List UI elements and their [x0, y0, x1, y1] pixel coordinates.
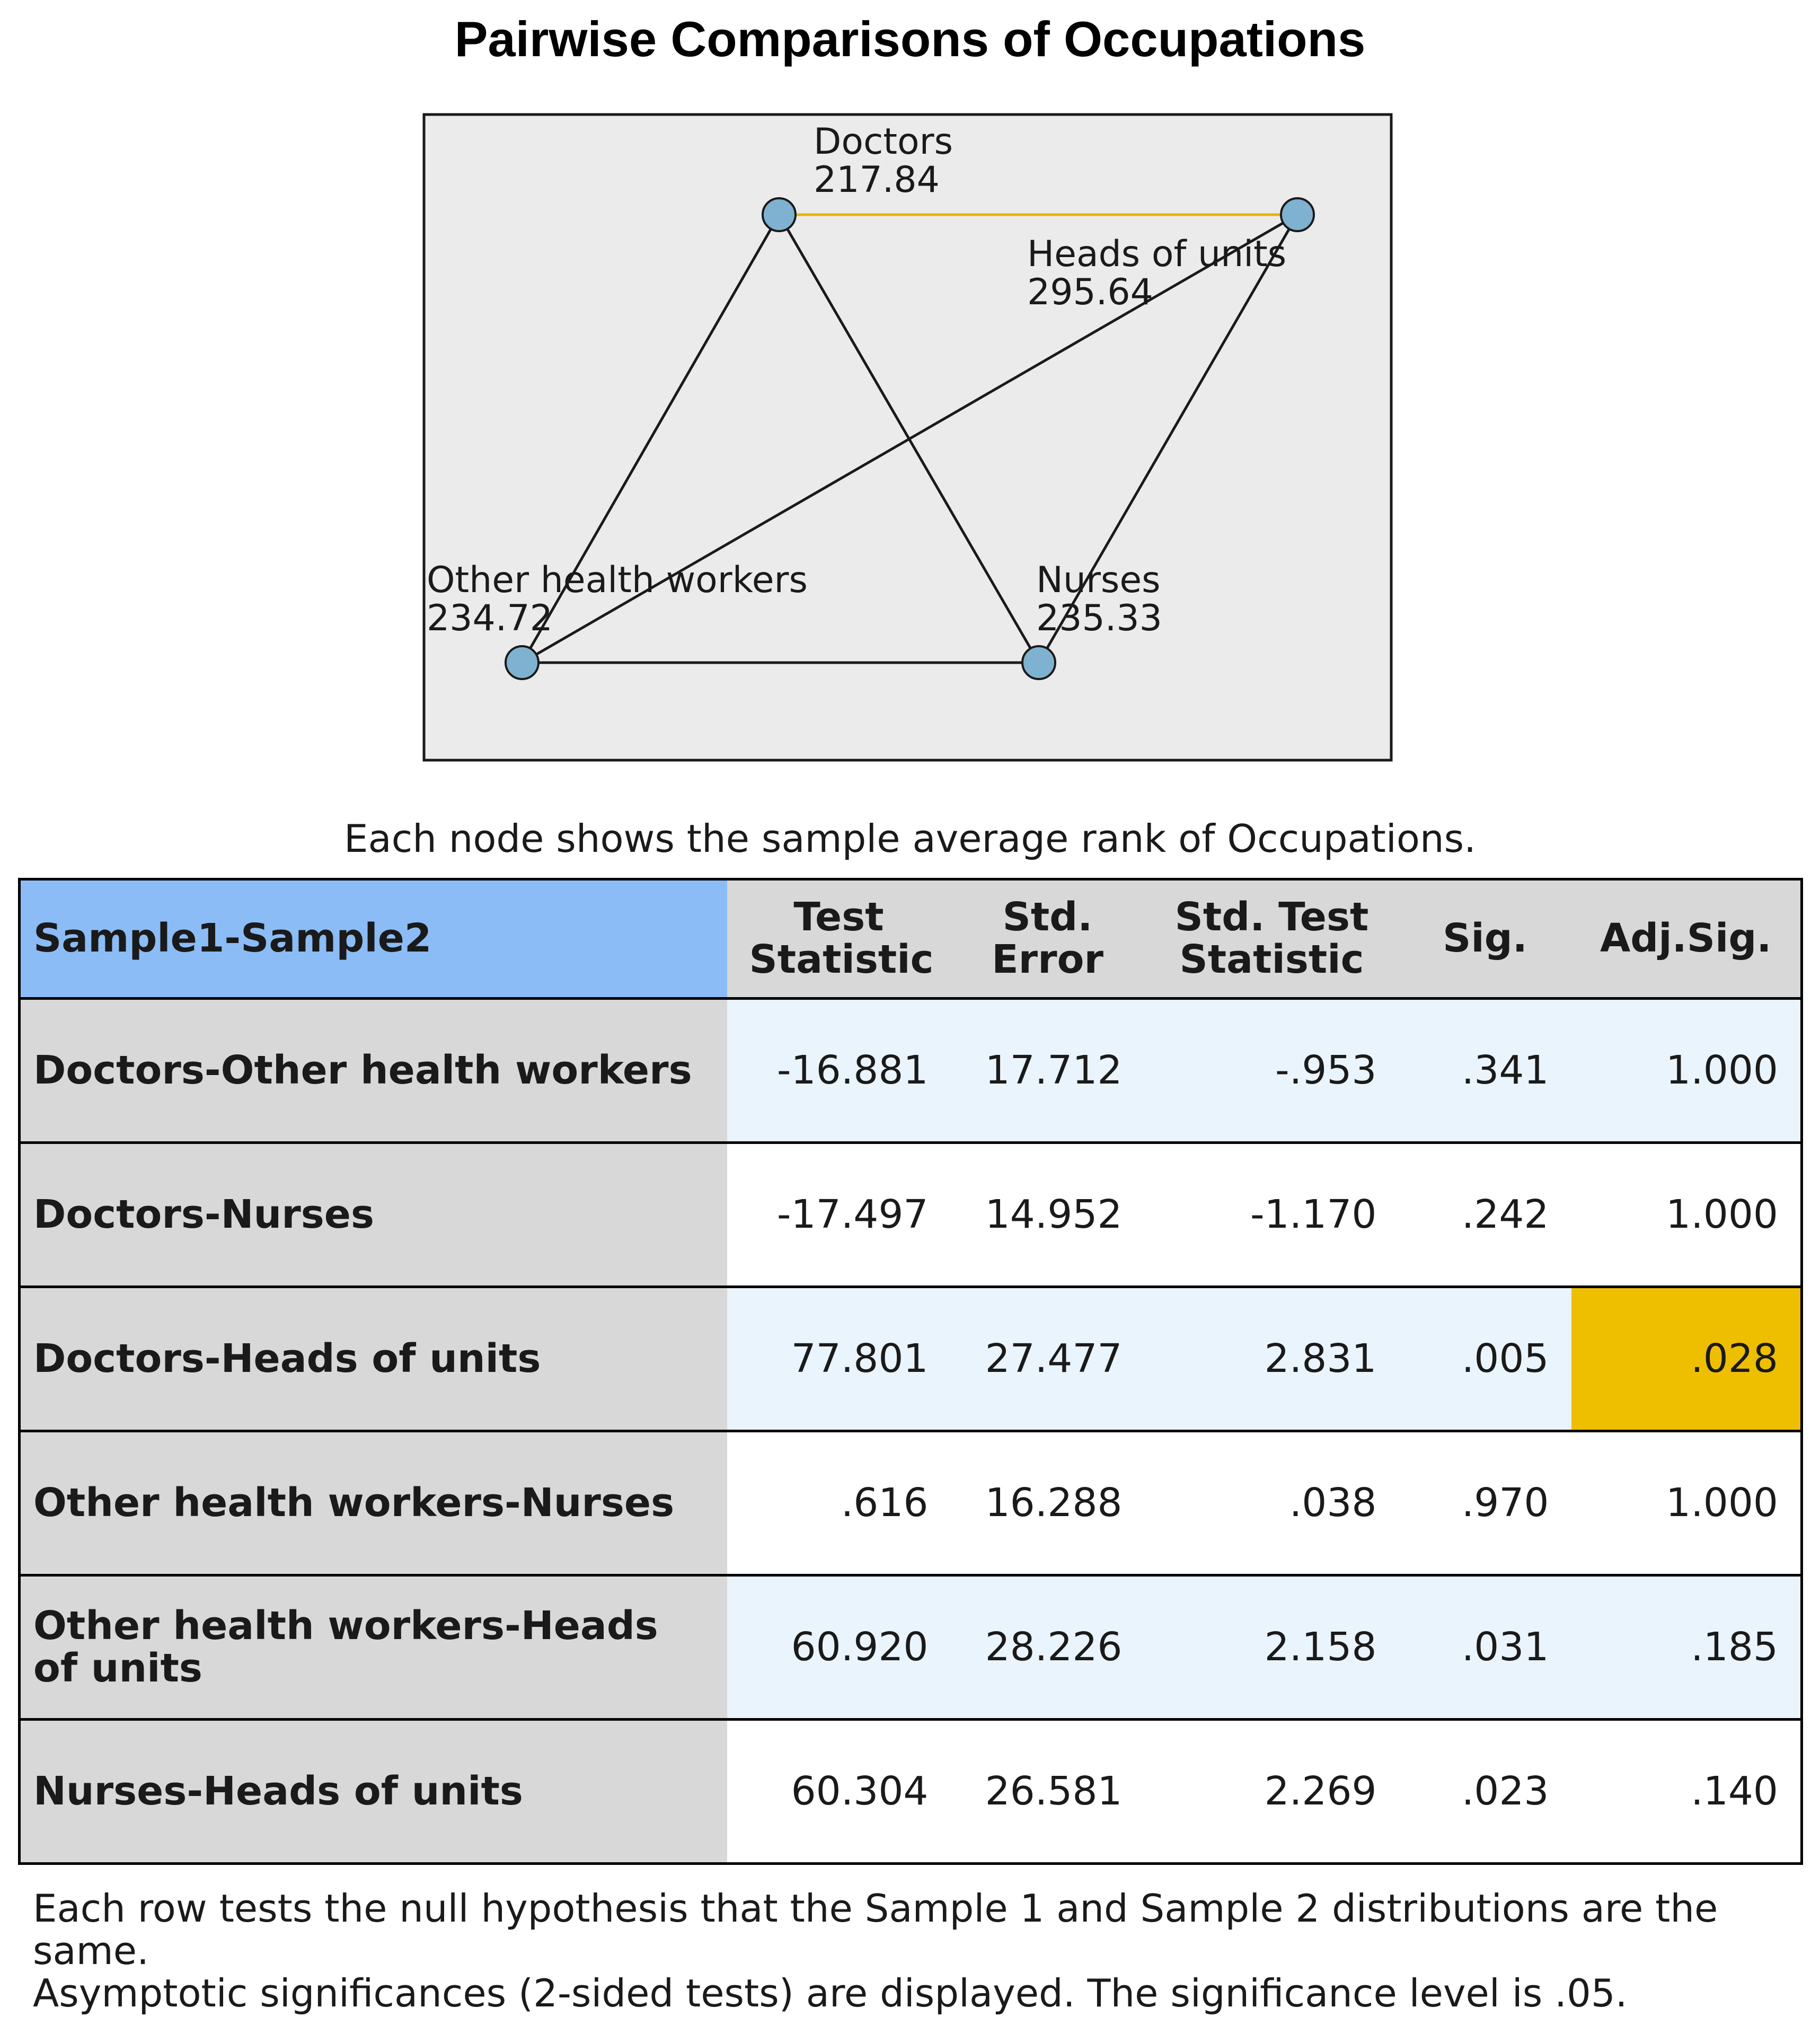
cell-sig: .031 [1399, 1575, 1571, 1720]
cell-std-error: 28.226 [951, 1575, 1145, 1720]
cell-std-error: 26.581 [951, 1720, 1145, 1864]
node-other-health-workers [506, 646, 538, 679]
cell-adj-sig: .140 [1571, 1720, 1802, 1864]
cell-test-statistic: 77.801 [727, 1287, 951, 1431]
pairwise-comparisons-table [18, 878, 1803, 1865]
node-label-other-health-workers: Other health workers [427, 559, 808, 601]
row-label: Other health workers-Heads of units [20, 1575, 727, 1720]
cell-adj-sig: .185 [1571, 1575, 1802, 1720]
cell-sig: .341 [1399, 999, 1571, 1143]
cell-test-statistic: 60.304 [727, 1720, 951, 1864]
chart-title: Pairwise Comparisons of Occupations [454, 11, 1366, 67]
cell-std-error: 27.477 [951, 1287, 1145, 1431]
table-footnotes [33, 1887, 1803, 2014]
cell-adj-sig: 1.000 [1571, 1431, 1802, 1575]
node-label-heads-of-units: Heads of units [1027, 233, 1287, 275]
cell-std-test-statistic: 2.831 [1145, 1287, 1399, 1431]
table-row [20, 1287, 1802, 1431]
node-heads-of-units [1281, 198, 1314, 231]
diagram-caption: Each node shows the sample average rank of Occupations. [344, 816, 1476, 861]
cell-std-error: 16.288 [951, 1431, 1145, 1575]
table-row [20, 1720, 1802, 1864]
cell-std-test-statistic: .038 [1145, 1431, 1399, 1575]
table-row [20, 1431, 1802, 1575]
node-label-doctors: Doctors [814, 121, 953, 163]
cell-std-error: 17.712 [951, 999, 1145, 1143]
table-row [20, 1575, 1802, 1720]
column-header-test-statistic: Test Statistic [727, 879, 951, 999]
row-label: Doctors-Other health workers [20, 999, 727, 1143]
cell-adj-sig-significant: .028 [1571, 1287, 1802, 1431]
node-doctors [763, 198, 796, 231]
cell-sig: .023 [1399, 1720, 1571, 1864]
cell-adj-sig: 1.000 [1571, 1143, 1802, 1287]
cell-std-test-statistic: -.953 [1145, 999, 1399, 1143]
cell-test-statistic: -17.497 [727, 1143, 951, 1287]
column-header-std-error: Std. Error [951, 879, 1145, 999]
cell-sig: .970 [1399, 1431, 1571, 1575]
footnote-significance: Asymptotic significances (2-sided tests) are displayed. The significance level is .05. [33, 1971, 1628, 2015]
cell-std-test-statistic: -1.170 [1145, 1143, 1399, 1287]
table-header-row [20, 879, 1802, 999]
row-label: Doctors-Heads of units [20, 1287, 727, 1431]
table-row [20, 999, 1802, 1143]
node-value-other-health-workers: 234.72 [427, 597, 553, 639]
cell-test-statistic: .616 [727, 1431, 951, 1575]
cell-adj-sig: 1.000 [1571, 999, 1802, 1143]
footnote-null-hypothesis: Each row tests the null hypothesis that the Sample 1 and Sample 2 distributions are the same. [33, 1886, 1718, 1973]
node-nurses [1022, 646, 1055, 679]
column-header-std-test-statistic: Std. Test Statistic [1145, 879, 1399, 999]
cell-test-statistic: 60.920 [727, 1575, 951, 1720]
column-header-sig: Sig. [1399, 879, 1571, 999]
node-value-doctors: 217.84 [814, 159, 940, 201]
pairwise-network-diagram [0, 0, 1820, 795]
cell-std-test-statistic: 2.269 [1145, 1720, 1399, 1864]
cell-test-statistic: -16.881 [727, 999, 951, 1143]
row-label: Doctors-Nurses [20, 1143, 727, 1287]
column-header-sample-pair: Sample1-Sample2 [20, 879, 727, 999]
cell-std-test-statistic: 2.158 [1145, 1575, 1399, 1720]
row-label: Other health workers-Nurses [20, 1431, 727, 1575]
node-value-heads-of-units: 295.64 [1027, 271, 1153, 313]
table-row [20, 1143, 1802, 1287]
node-label-nurses: Nurses [1036, 559, 1161, 601]
cell-std-error: 14.952 [951, 1143, 1145, 1287]
cell-sig: .242 [1399, 1143, 1571, 1287]
column-header-adj-sig: Adj.Sig. [1571, 879, 1802, 999]
row-label: Nurses-Heads of units [20, 1720, 727, 1864]
node-value-nurses: 235.33 [1036, 597, 1162, 639]
cell-sig: .005 [1399, 1287, 1571, 1431]
